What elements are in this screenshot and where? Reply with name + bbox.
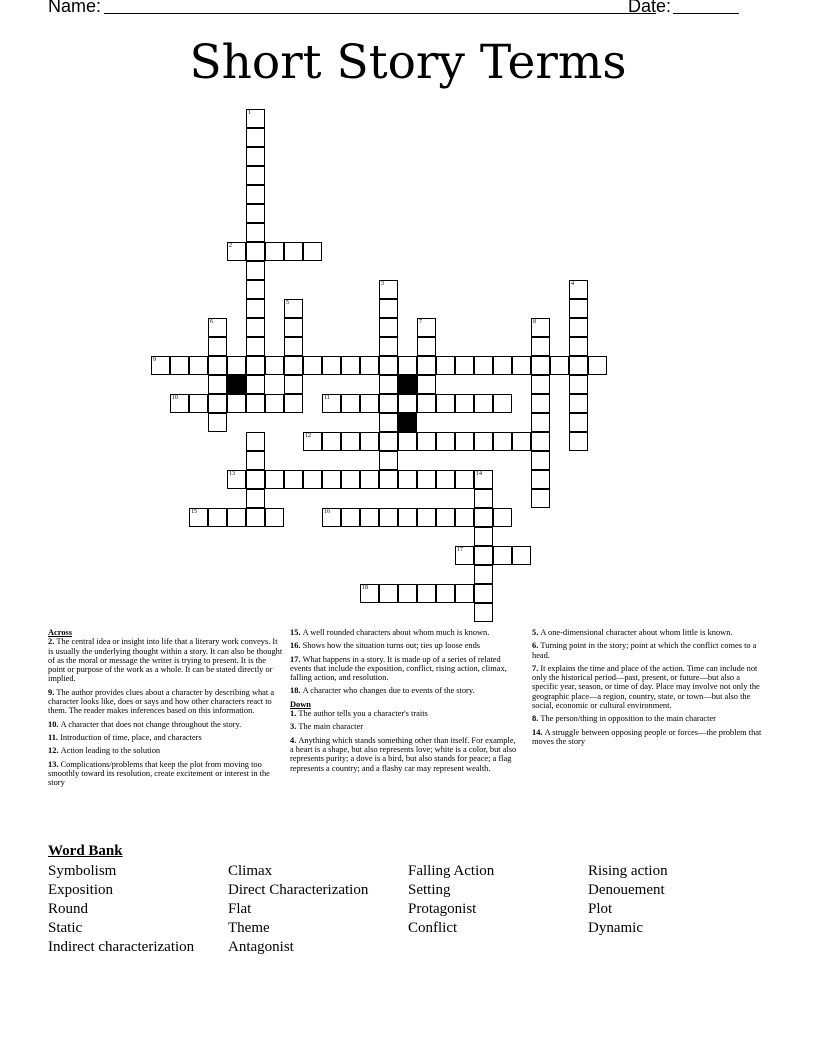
word-bank-item: Exposition (48, 882, 114, 898)
clue-number: 12 (305, 433, 311, 439)
clue-number: 18 (362, 585, 368, 591)
grid-cell[interactable] (189, 508, 208, 527)
clue-number: 10 (172, 395, 178, 401)
grid-cell[interactable] (531, 489, 550, 508)
word-bank-item: Rising action (588, 863, 668, 879)
grid-cell[interactable] (379, 280, 398, 299)
grid-cell[interactable] (189, 394, 208, 413)
clue-number-label: 2. (48, 637, 57, 647)
clue-number-label: 11. (48, 732, 61, 742)
clue-text: The author tells you a character's traits (298, 709, 428, 719)
across-heading: Across (48, 628, 73, 637)
grid-cell[interactable] (531, 375, 550, 394)
clue-number-label: 7. (532, 663, 541, 673)
grid-cell[interactable] (474, 432, 493, 451)
clue-number: 14 (476, 471, 482, 477)
grid-cell[interactable] (455, 356, 474, 375)
grid-cell[interactable] (246, 261, 265, 280)
grid-cell[interactable] (151, 356, 170, 375)
grid-cell[interactable] (208, 337, 227, 356)
grid-cell[interactable] (360, 394, 379, 413)
across-clue (48, 720, 284, 729)
grid-cell[interactable] (284, 337, 303, 356)
grid-cell[interactable] (455, 584, 474, 603)
grid-cell[interactable] (227, 470, 246, 489)
grid-cell[interactable] (284, 318, 303, 337)
grid-cell[interactable] (474, 527, 493, 546)
grid-cell[interactable] (588, 356, 607, 375)
clue-number-label: 12. (48, 746, 61, 756)
grid-cell[interactable] (341, 432, 360, 451)
word-bank-item: Plot (588, 901, 613, 917)
grid-cell[interactable] (436, 356, 455, 375)
clue-number-label: 1. (290, 709, 299, 719)
clue-text: It explains the time and place of the action. Time can include not only the historical period—past, present, or future—but also a specific year, season, or time of day. Place may involve not only the geographic place—a region, country, state, or town—but also the social, economic or cultural environment. (532, 663, 760, 711)
clue-number: 9 (153, 357, 156, 363)
grid-cell[interactable] (493, 508, 512, 527)
clue-number-label: 5. (532, 628, 541, 637)
grid-cell[interactable] (474, 546, 493, 565)
word-bank-item: Flat (228, 901, 252, 917)
clue-text: Introduction of time, place, and characters (60, 732, 202, 742)
grid-cell[interactable] (474, 603, 493, 622)
across-clue (290, 628, 520, 637)
grid-cell[interactable] (208, 375, 227, 394)
down-clue (532, 714, 762, 723)
grid-cell[interactable] (246, 508, 265, 527)
down-clue (290, 709, 520, 718)
clue-number-label: 15. (290, 628, 303, 637)
clue-text: A struggle between opposing people or forces—the problem that moves the story (532, 727, 762, 746)
grid-cell[interactable] (284, 242, 303, 261)
grid-cell[interactable] (474, 584, 493, 603)
grid-cell[interactable] (360, 470, 379, 489)
grid-cell[interactable] (265, 470, 284, 489)
word-bank-item: Climax (228, 863, 273, 879)
grid-cell[interactable] (246, 185, 265, 204)
grid-cell[interactable] (341, 508, 360, 527)
clue-number: 11 (324, 395, 330, 401)
grid-cell[interactable] (569, 375, 588, 394)
clue-number: 1 (248, 110, 251, 116)
grid-cell[interactable] (170, 394, 189, 413)
grid-cell[interactable] (246, 394, 265, 413)
down-clue (532, 628, 762, 637)
grid-cell[interactable] (208, 508, 227, 527)
down-clue (532, 664, 762, 710)
word-bank-column-1 (48, 862, 194, 957)
word-bank-item: Setting (408, 882, 451, 898)
clue-number-label: 8. (532, 714, 541, 724)
clues-column-3 (532, 628, 762, 750)
grid-cell[interactable] (493, 546, 512, 565)
grid-cell[interactable] (246, 470, 265, 489)
grid-cell[interactable] (569, 432, 588, 451)
grid-cell[interactable] (531, 394, 550, 413)
grid-cell[interactable] (303, 242, 322, 261)
grid-cell[interactable] (303, 470, 322, 489)
clue-number: 16 (324, 509, 330, 515)
down-clue (290, 736, 520, 773)
grid-cell[interactable] (284, 356, 303, 375)
grid-cell[interactable] (341, 356, 360, 375)
grid-cell[interactable] (379, 470, 398, 489)
grid-cell[interactable] (455, 394, 474, 413)
grid-cell[interactable] (455, 432, 474, 451)
clue-number-label: 18. (290, 686, 303, 696)
word-bank-item: Dynamic (588, 920, 643, 936)
word-bank-title: Word Bank (48, 843, 123, 859)
clue-number-label: 4. (290, 735, 299, 745)
grid-cell[interactable] (569, 394, 588, 413)
clue-text: Action leading to the solution (60, 746, 161, 756)
grid-cell[interactable] (379, 337, 398, 356)
grid-cell[interactable] (474, 394, 493, 413)
grid-cell[interactable] (227, 242, 246, 261)
grid-cell[interactable] (208, 394, 227, 413)
grid-cell[interactable] (265, 394, 284, 413)
down-clue (532, 728, 762, 747)
grid-cell[interactable] (436, 432, 455, 451)
grid-cell[interactable] (246, 109, 265, 128)
grid-cell[interactable] (493, 394, 512, 413)
clue-number: 7 (419, 319, 422, 325)
grid-cell[interactable] (512, 356, 531, 375)
grid-cell[interactable] (569, 356, 588, 375)
word-bank-column-4 (588, 862, 668, 938)
grid-cell[interactable] (379, 508, 398, 527)
clue-number: 5 (286, 300, 289, 306)
down-clue (290, 722, 520, 731)
grid-cell[interactable] (398, 508, 417, 527)
word-bank-item: Denouement (588, 882, 665, 898)
clue-text: A one-dimensional character about whom little is known. (540, 628, 733, 637)
word-bank-item: Symbolism (48, 863, 117, 879)
clue-number-label: 14. (532, 727, 545, 737)
grid-cell[interactable] (398, 584, 417, 603)
grid-cell[interactable] (474, 508, 493, 527)
grid-cell[interactable] (569, 318, 588, 337)
grid-cell[interactable] (436, 470, 455, 489)
grid-cell[interactable] (341, 470, 360, 489)
grid-cell[interactable] (531, 451, 550, 470)
grid-cell[interactable] (246, 337, 265, 356)
word-bank-column-2 (228, 862, 368, 957)
grid-cell[interactable] (474, 565, 493, 584)
grid-cell[interactable] (322, 356, 341, 375)
clue-number: 3 (381, 281, 384, 287)
grid-cell[interactable] (417, 375, 436, 394)
grid-cell[interactable] (227, 508, 246, 527)
grid-cell[interactable] (360, 356, 379, 375)
clue-number: 2 (229, 243, 232, 249)
grid-cell[interactable] (531, 318, 550, 337)
grid-cell[interactable] (417, 337, 436, 356)
grid-block (398, 413, 417, 432)
clue-text: What happens in a story. It is made up of a series of related events that include the exposition, conflict, rising action, climax, falling action, and resolution. (290, 654, 507, 683)
grid-cell[interactable] (246, 280, 265, 299)
grid-cell[interactable] (531, 470, 550, 489)
clue-text: The person/thing in opposition to the main character (540, 714, 716, 724)
grid-cell[interactable] (379, 375, 398, 394)
grid-cell[interactable] (208, 413, 227, 432)
across-clue (48, 688, 284, 716)
grid-cell[interactable] (379, 394, 398, 413)
grid-cell[interactable] (531, 356, 550, 375)
word-bank-item: Falling Action (408, 863, 495, 879)
word-bank-item: Theme (228, 920, 270, 936)
across-clue (290, 686, 520, 695)
clue-number: 17 (457, 547, 463, 553)
grid-cell[interactable] (246, 128, 265, 147)
across-clue (290, 655, 520, 683)
grid-cell[interactable] (341, 394, 360, 413)
grid-cell[interactable] (246, 223, 265, 242)
clue-text: Complications/problems that keep the plot from moving too smoothly toward its resolution, create excitement or interest in the story (48, 759, 270, 788)
word-bank-item: Static (48, 920, 83, 936)
clue-text: The central idea or insight into life that a literary work conveys. It is usually the underlying thought within a story. It can also be thought of as the moral or message the writer is trying to present. It is the point or purpose of the work as a whole. It can be stated directly or implied. (48, 637, 283, 684)
grid-cell[interactable] (303, 356, 322, 375)
grid-cell[interactable] (455, 470, 474, 489)
grid-cell[interactable] (208, 356, 227, 375)
grid-cell[interactable] (360, 584, 379, 603)
clue-text: A character that does not change throughout the story. (60, 719, 242, 729)
grid-cell[interactable] (379, 451, 398, 470)
grid-cell[interactable] (379, 413, 398, 432)
grid-cell[interactable] (531, 337, 550, 356)
grid-cell[interactable] (303, 432, 322, 451)
word-bank-column-3 (408, 862, 494, 938)
grid-cell[interactable] (493, 432, 512, 451)
grid-cell[interactable] (436, 394, 455, 413)
grid-cell[interactable] (417, 470, 436, 489)
grid-cell[interactable] (417, 394, 436, 413)
clue-text: Turning point in the story; point at which the conflict comes to a head. (532, 641, 757, 660)
clue-number: 4 (571, 281, 574, 287)
grid-cell[interactable] (417, 318, 436, 337)
grid-cell[interactable] (246, 204, 265, 223)
down-clue (532, 641, 762, 660)
grid-cell[interactable] (379, 432, 398, 451)
grid-block (398, 375, 417, 394)
grid-cell[interactable] (436, 508, 455, 527)
grid-cell[interactable] (455, 508, 474, 527)
grid-cell[interactable] (246, 432, 265, 451)
word-bank-item: Antagonist (228, 939, 294, 955)
word-bank-item: Conflict (408, 920, 458, 936)
grid-cell[interactable] (417, 356, 436, 375)
grid-cell[interactable] (265, 508, 284, 527)
grid-cell[interactable] (398, 394, 417, 413)
grid-cell[interactable] (474, 489, 493, 508)
across-clue (48, 746, 284, 755)
clue-text: Shows how the situation turns out; ties up loose ends (302, 641, 481, 651)
grid-cell[interactable] (227, 356, 246, 375)
across-clue (290, 641, 520, 650)
grid-cell[interactable] (474, 356, 493, 375)
clue-text: A well rounded characters about whom much is known. (302, 628, 490, 637)
word-bank-item: Round (48, 901, 89, 917)
grid-cell[interactable] (398, 432, 417, 451)
page-title: Short Story Terms (189, 35, 627, 90)
grid-cell[interactable] (170, 356, 189, 375)
grid-cell[interactable] (246, 147, 265, 166)
across-clue (48, 733, 284, 742)
grid-cell[interactable] (246, 299, 265, 318)
clue-text: The author provides clues about a character by describing what a character looks like, does or says and how other characters react to them. The reader makes inferences based on this information. (48, 687, 275, 716)
clue-number: 8 (533, 319, 536, 325)
grid-cell[interactable] (322, 470, 341, 489)
grid-cell[interactable] (208, 318, 227, 337)
grid-cell[interactable] (379, 356, 398, 375)
across-clue (48, 760, 284, 788)
grid-cell[interactable] (493, 356, 512, 375)
grid-cell[interactable] (512, 546, 531, 565)
clue-number-label: 13. (48, 759, 61, 769)
grid-cell[interactable] (569, 280, 588, 299)
grid-cell[interactable] (569, 299, 588, 318)
grid-cell[interactable] (284, 394, 303, 413)
clues-column-1 (48, 628, 284, 791)
grid-cell[interactable] (569, 413, 588, 432)
grid-cell[interactable] (246, 451, 265, 470)
grid-cell[interactable] (569, 337, 588, 356)
down-heading: Down (290, 699, 311, 709)
clues-column-2 (290, 628, 520, 777)
date-label: Date: (628, 0, 672, 16)
word-bank-item: Indirect characterization (48, 939, 195, 955)
grid-cell[interactable] (512, 432, 531, 451)
grid-cell[interactable] (531, 432, 550, 451)
grid-cell[interactable] (417, 432, 436, 451)
grid-cell[interactable] (417, 508, 436, 527)
clue-number: 6 (210, 319, 213, 325)
clue-text: Anything which stands something other than itself. For example, a heart is a shape, but also represents love; white is a color, but also represents purity; a dove is a bird, but also stands for peace; a flag represents a country; and a flashy car may represent wealth. (290, 735, 517, 773)
grid-cell[interactable] (379, 584, 398, 603)
grid-cell[interactable] (398, 356, 417, 375)
clue-number-label: 6. (532, 641, 541, 651)
grid-cell[interactable] (322, 394, 341, 413)
grid-cell[interactable] (284, 299, 303, 318)
grid-cell[interactable] (265, 356, 284, 375)
clue-number-label: 3. (290, 722, 299, 732)
grid-cell[interactable] (246, 166, 265, 185)
grid-cell[interactable] (246, 242, 265, 261)
clue-number: 15 (191, 509, 197, 515)
clue-number: 13 (229, 471, 235, 477)
clue-text: A character who changes due to events of the story. (302, 686, 475, 696)
clue-number-label: 9. (48, 687, 57, 697)
grid-cell[interactable] (322, 432, 341, 451)
grid-cell[interactable] (455, 546, 474, 565)
clue-number-label: 16. (290, 641, 303, 651)
grid-cell[interactable] (189, 356, 208, 375)
grid-cell[interactable] (246, 356, 265, 375)
grid-cell[interactable] (284, 470, 303, 489)
grid-cell[interactable] (322, 508, 341, 527)
grid-cell[interactable] (436, 584, 455, 603)
grid-cell[interactable] (550, 356, 569, 375)
grid-cell[interactable] (265, 242, 284, 261)
clue-text: The main character (298, 722, 364, 732)
grid-cell[interactable] (284, 375, 303, 394)
word-bank-item: Protagonist (408, 901, 477, 917)
grid-cell[interactable] (398, 470, 417, 489)
grid-cell[interactable] (246, 489, 265, 508)
grid-cell[interactable] (360, 432, 379, 451)
grid-cell[interactable] (379, 318, 398, 337)
grid-cell[interactable] (246, 318, 265, 337)
grid-cell[interactable] (417, 584, 436, 603)
grid-cell[interactable] (360, 508, 379, 527)
grid-cell[interactable] (531, 413, 550, 432)
grid-cell[interactable] (474, 470, 493, 489)
grid-block (227, 375, 246, 394)
clue-number-label: 17. (290, 654, 303, 664)
across-clue (48, 637, 284, 683)
grid-cell[interactable] (227, 394, 246, 413)
name-label: Name: (48, 0, 102, 16)
clue-number-label: 10. (48, 719, 61, 729)
word-bank-item: Direct Characterization (228, 882, 369, 898)
grid-cell[interactable] (379, 299, 398, 318)
grid-cell[interactable] (246, 375, 265, 394)
